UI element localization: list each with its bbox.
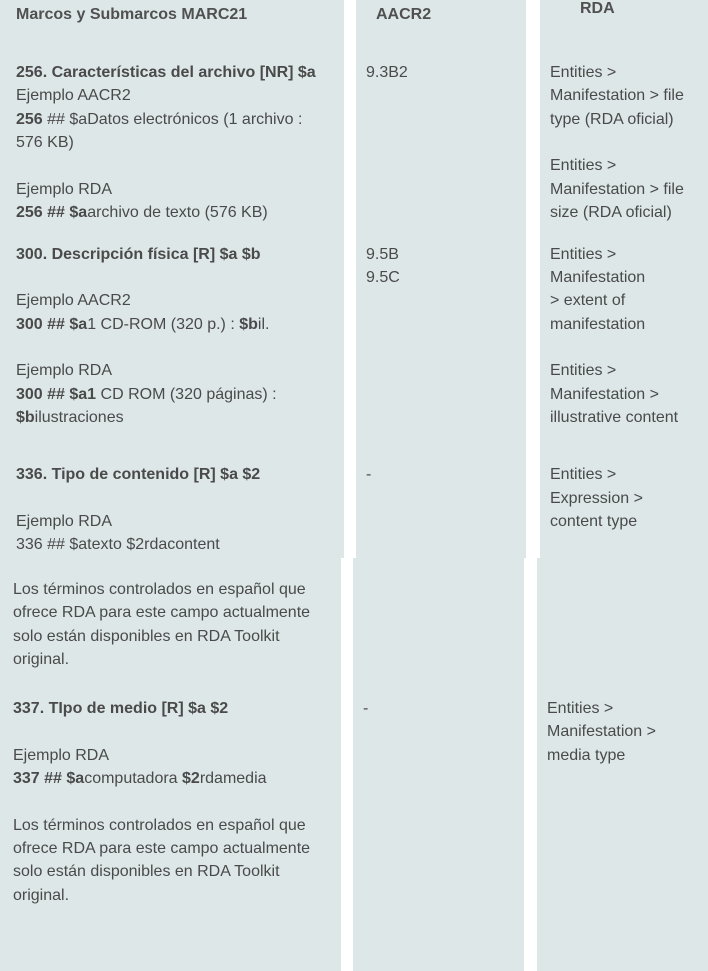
field-337-aacr2-ref: - bbox=[363, 700, 369, 717]
field-337-rda-example bbox=[13, 767, 267, 790]
field-337-rda-ref-line-1: Entities > bbox=[547, 700, 614, 717]
field-256-aacr2-text: ## $aDatos electrónicos (1 archivo : bbox=[42, 111, 303, 128]
field-256-rda-ref-1-line-2: Manifestation > file bbox=[550, 87, 684, 104]
field-337-rda-ref-line-2: Manifestation > bbox=[547, 723, 656, 740]
field-300-rda-ref-1-line-4: manifestation bbox=[550, 316, 646, 333]
field-336-note-line-3: solo están disponibles en RDA Toolkit bbox=[13, 628, 280, 645]
field-256-rda-text: archivo de texto (576 KB) bbox=[87, 204, 268, 221]
field-256-aacr2-tag: 256 bbox=[16, 111, 43, 128]
field-256-aacr2-example-cont: 576 KB) bbox=[16, 134, 74, 151]
field-336-note-line-4: original. bbox=[13, 651, 70, 668]
field-300-aacr2-text: 1 CD-ROM (320 p.) : bbox=[87, 316, 240, 333]
field-336-aacr2-ref: - bbox=[366, 466, 372, 483]
field-337-title: 337. TIpo de medio [R] $a $2 bbox=[13, 700, 229, 717]
field-300-title: 300. Descripción física [R] $a $b bbox=[16, 246, 261, 263]
field-300-rda-ref-2-line-3: illustrative content bbox=[550, 409, 679, 426]
field-256-rda-label: Ejemplo RDA bbox=[16, 181, 113, 198]
field-337-rda-end: rdamedia bbox=[199, 770, 267, 787]
field-300-aacr2-tag: 300 ## $a bbox=[16, 316, 88, 333]
field-256-aacr2-ref: 9.3B2 bbox=[366, 64, 408, 81]
field-300-rda-example bbox=[16, 383, 277, 406]
header-rda: RDA bbox=[580, 0, 615, 17]
field-256-rda-tag: 256 ## $a bbox=[16, 204, 88, 221]
field-300-rda-end: ilustraciones bbox=[34, 409, 124, 426]
field-336-note-line-2: ofrece RDA para este campo actualmente bbox=[13, 604, 311, 621]
column-aacr2-lower bbox=[353, 558, 524, 971]
field-337-rda-tag: 337 ## $a bbox=[13, 770, 85, 787]
header-aacr2: AACR2 bbox=[376, 6, 432, 23]
field-300-aacr2-ref-1: 9.5B bbox=[366, 246, 399, 263]
field-336-rda-example: 336 ## $atexto $2rdacontent bbox=[16, 536, 220, 553]
field-300-rda-text: CD ROM (320 páginas) : bbox=[96, 386, 277, 403]
field-300-rda-ref-2-line-2: Manifestation > bbox=[550, 386, 659, 403]
field-256-aacr2-label: Ejemplo AACR2 bbox=[16, 87, 131, 104]
field-336-rda-ref-line-1: Entities > bbox=[550, 466, 617, 483]
field-337-note-line-3: solo están disponibles en RDA Toolkit bbox=[13, 863, 280, 880]
field-336-rda-ref-line-3: content type bbox=[550, 513, 638, 530]
field-300-rda-ref-2-line-1: Entities > bbox=[550, 362, 617, 379]
field-256-title: 256. Características del archivo [NR] $a bbox=[16, 64, 316, 81]
field-337-note-line-4: original. bbox=[13, 887, 70, 904]
field-256-rda-ref-2-line-3: size (RDA oficial) bbox=[550, 204, 672, 221]
field-300-rda-label: Ejemplo RDA bbox=[16, 362, 113, 379]
field-300-rda-example-cont bbox=[16, 406, 124, 429]
field-336-rda-label: Ejemplo RDA bbox=[16, 513, 113, 530]
field-337-rda-subfield: $2 bbox=[182, 770, 200, 787]
field-337-rda-ref-line-3: media type bbox=[547, 747, 626, 764]
field-336-title: 336. Tipo de contenido [R] $a $2 bbox=[16, 466, 261, 483]
field-300-aacr2-example bbox=[16, 313, 269, 336]
field-300-rda-ref-1-line-2: Manifestation bbox=[550, 269, 646, 286]
field-300-aacr2-ref-2: 9.5C bbox=[366, 269, 400, 286]
field-337-rda-label: Ejemplo RDA bbox=[13, 747, 110, 764]
field-256-rda-ref-2-line-2: Manifestation > file bbox=[550, 181, 684, 198]
field-336-note-line-1: Los términos controlados en español que bbox=[13, 581, 306, 598]
field-300-rda-subfield: $b bbox=[16, 409, 35, 426]
field-256-rda-ref-2-line-1: Entities > bbox=[550, 157, 617, 174]
field-256-rda-example bbox=[16, 201, 268, 224]
field-300-aacr2-end: il. bbox=[257, 316, 270, 333]
field-256-aacr2-example bbox=[16, 108, 302, 131]
header-marc: Marcos y Submarcos MARC21 bbox=[16, 6, 248, 23]
field-300-aacr2-subfield: $b bbox=[239, 316, 258, 333]
field-336-rda-ref-line-2: Expression > bbox=[550, 490, 643, 507]
field-337-note-line-2: ofrece RDA para este campo actualmente bbox=[13, 840, 311, 857]
field-256-rda-ref-1-line-3: type (RDA oficial) bbox=[550, 111, 674, 128]
field-300-rda-ref-1-line-1: Entities > bbox=[550, 246, 617, 263]
field-337-rda-text: computadora bbox=[84, 770, 183, 787]
field-337-note-line-1: Los términos controlados en español que bbox=[13, 817, 306, 834]
field-300-rda-tag: 300 ## $a1 bbox=[16, 386, 97, 403]
field-300-rda-ref-1-line-3: > extent of bbox=[550, 292, 626, 309]
field-256-rda-ref-1-line-1: Entities > bbox=[550, 64, 617, 81]
field-300-aacr2-label: Ejemplo AACR2 bbox=[16, 292, 131, 309]
